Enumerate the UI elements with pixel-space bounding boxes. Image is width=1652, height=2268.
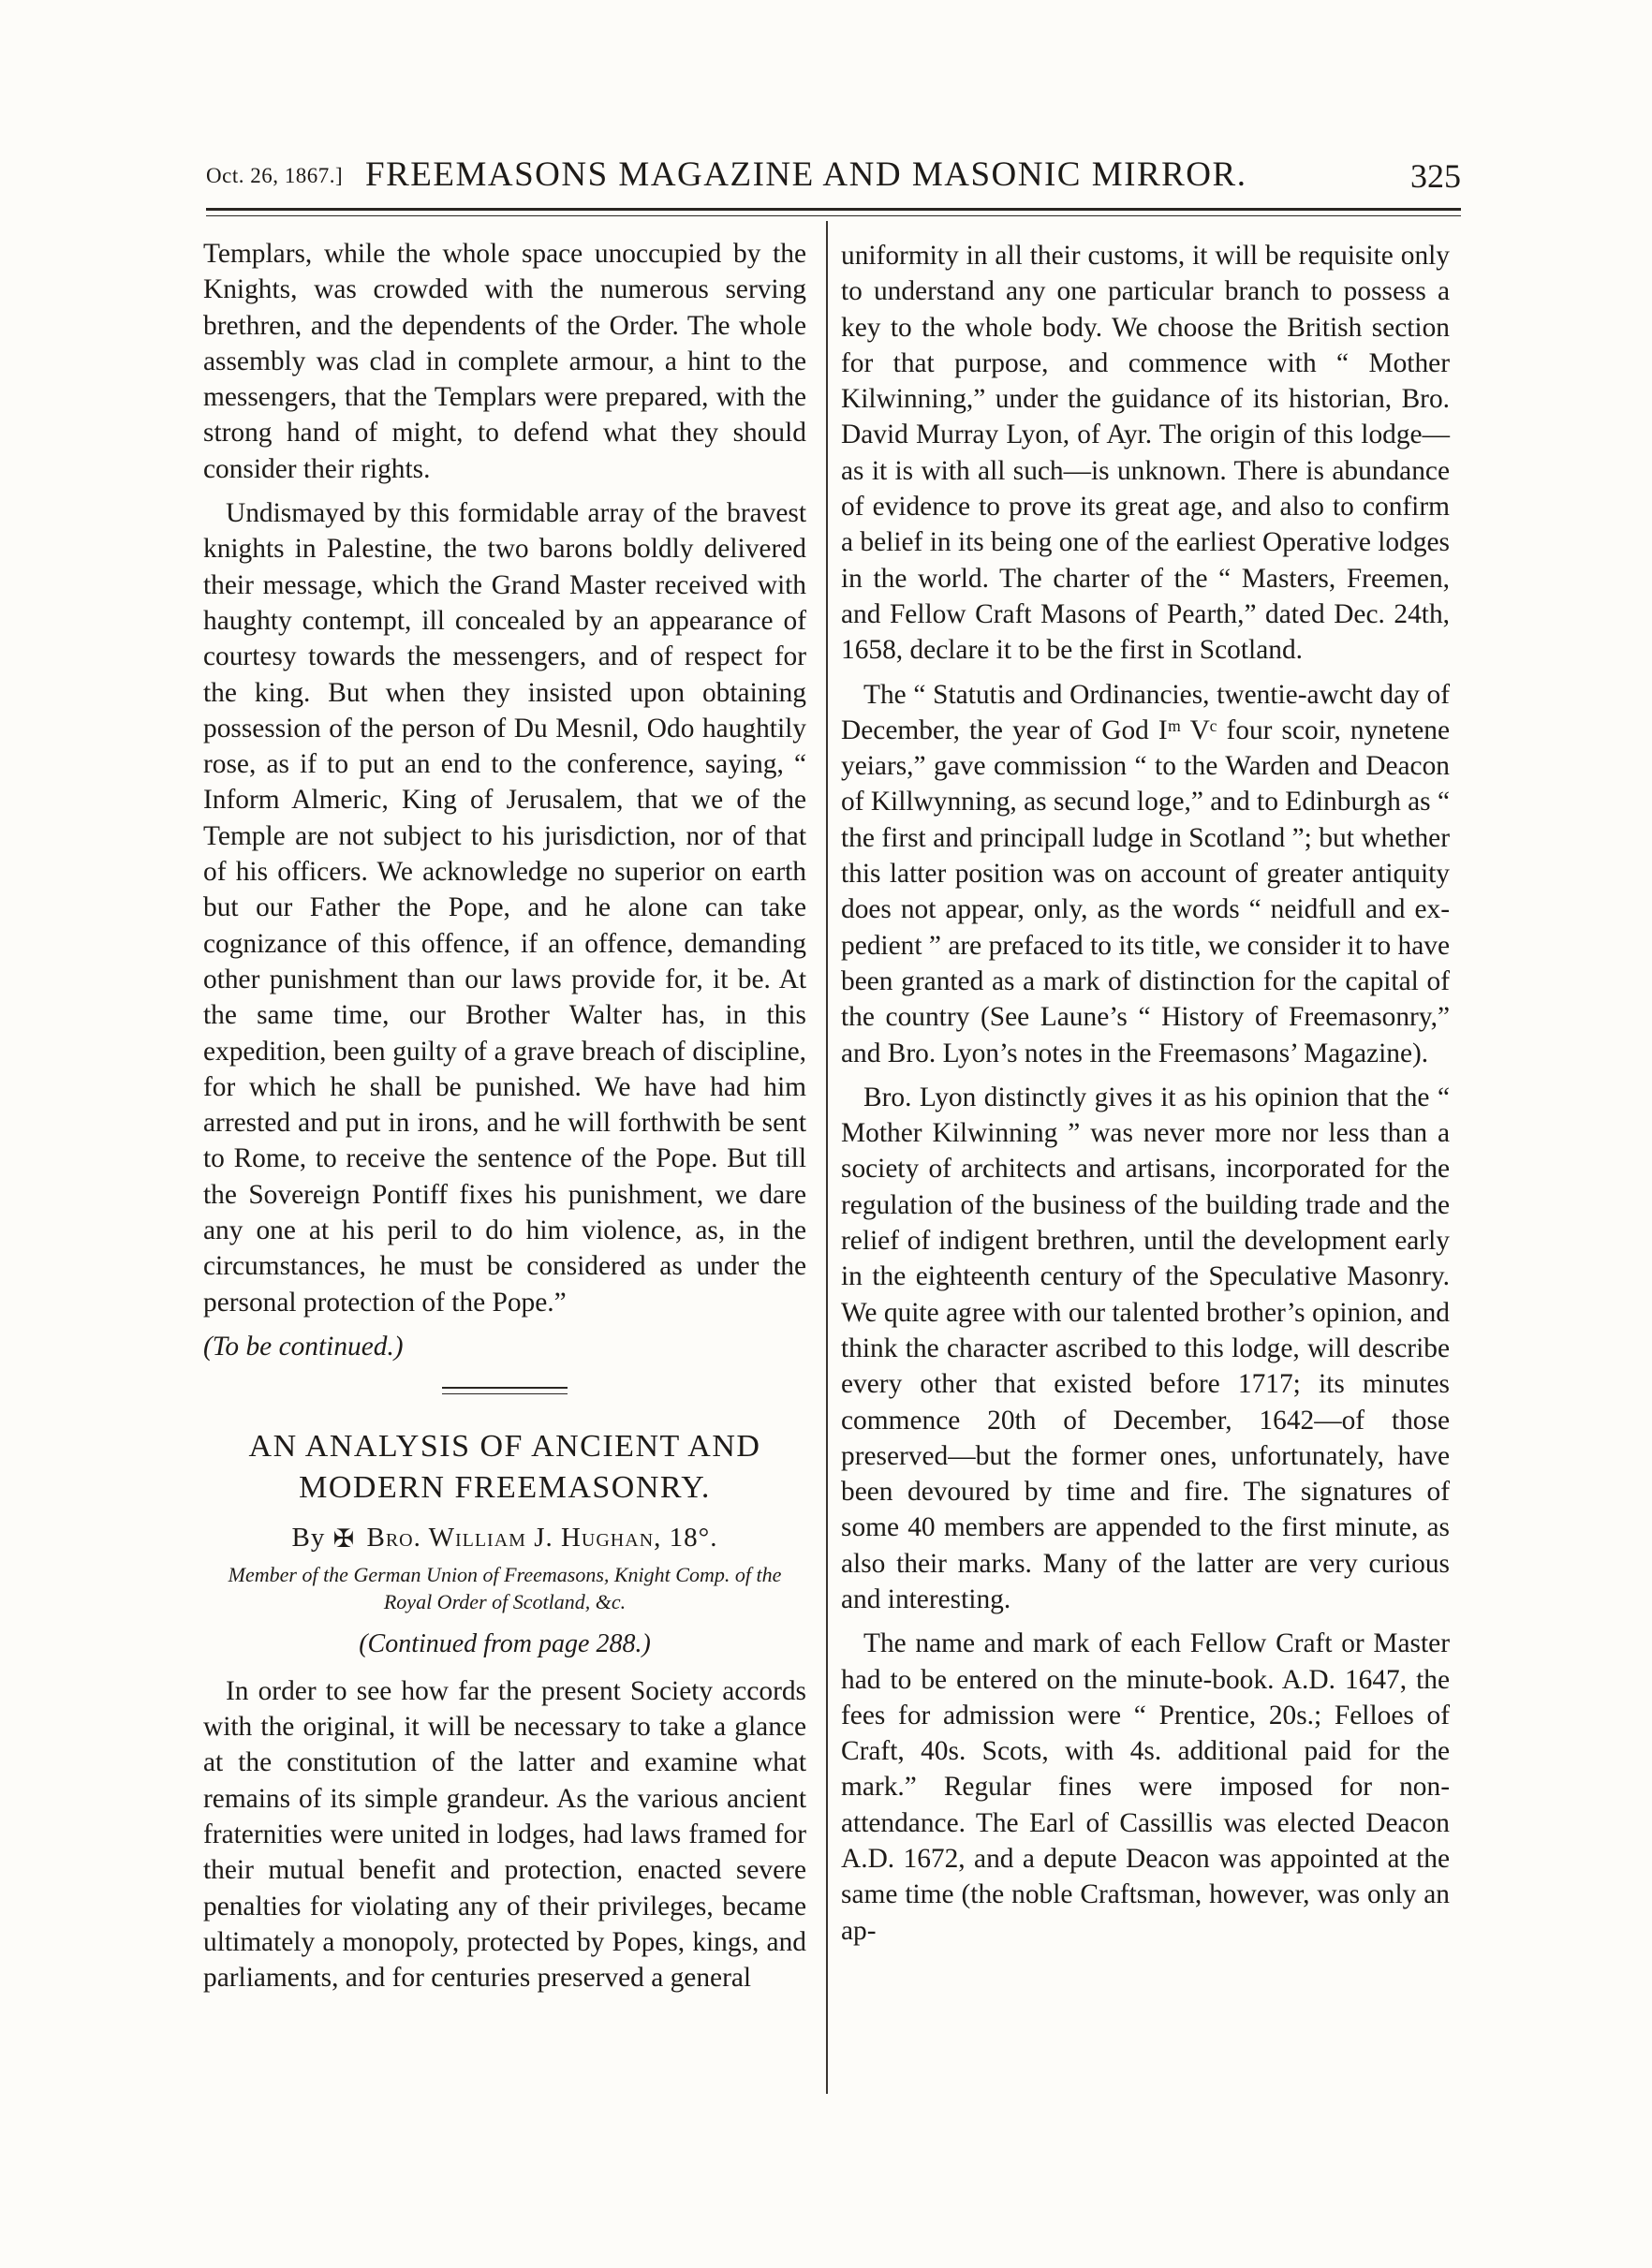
- magazine-title: FREEMASONS MAGAZINE AND MASONIC MIRROR.: [365, 155, 1247, 194]
- page-header: [206, 155, 1461, 195]
- paragraph: Templars, while the whole space unoccupied by the Knights, was crowded with the numerous serving brethren, and the dependents of the Order. The whole assembly was clad in complete armour, a hint to the messengers, that the Templars were prepared, with the strong hand of might, to defend what they should consider their rights.: [203, 239, 806, 484]
- left-column: [203, 236, 806, 2004]
- header-rule-thick: [206, 208, 1461, 211]
- continued-from: (Continued from page 288.): [359, 1628, 651, 1658]
- paragraph: The “ Statutis and Ordinancies, twentie-awcht day of December, the year of God Iᵐ Vᶜ four scoir, nynetene yeiars,” gave commission “ to the Warden and Deacon of Killwynning, as secund loge,” and to Edinburgh as “ the first and principall ludge in Scotland ”; but whether this latter position was on account of greater antiquity does not appear, only, as the words “ neidfull and expedient ” are prefaced to its title, we consider it to have been granted as a mark of distinction for the capital of the country (See Laune’s “ History of Freemasonry,” and Bro. Lyon’s notes in the Freemasons’ Magazine).: [841, 679, 1451, 1068]
- byline: [203, 1520, 806, 1556]
- paragraph: Bro. Lyon distinctly gives it as his opinion that the “ Mother Kilwinning ” was never more nor less than a society of architects and artisans, incorporated for the regulation of the business of the building trade and the relief of indigent brethren, until the development early in the eighteenth century of the Speculative Masonry. We quite agree with our talented brother’s opinion, and think the character ascribed to this lodge, will describe every other that existed before 1717; its minutes commence 20th of December, 1642—of those preserved—but the former ones, unfortunately, have been devoured by time and fire. The signatures of some 40 members are appended to the first minute, as also their marks. Many of the latter are very curious and interesting.: [841, 1082, 1450, 1614]
- author-name: Bro. William J. Hughan, 18°.: [366, 1523, 718, 1554]
- header-rule-thin: [206, 215, 1461, 216]
- paragraph: In order to see how far the present Society accords with the original, it will be necessary to take a glance at the constitution of the latter and examine what remains of its simple grandeur. As the various ancient fraternities were united in lodges, had laws framed for their mutual benefit and protection, enacted severe penalties for violating any of their privileges, became ultimately a monopoly, protected by Popes, kings, and parliaments, and for centuries preserved a general: [203, 1675, 806, 1994]
- cross-icon: ✠: [332, 1524, 356, 1554]
- right-column: [841, 238, 1450, 1957]
- section-divider-ornament: [442, 1387, 568, 1394]
- byline-prefix: By: [291, 1523, 326, 1554]
- paragraph: Undismayed by this formidable array of the bravest knights in Palestine, the two barons boldly delivered their message, which the Grand Master received with haughty contempt, ill concealed by an appearance of courtesy towards the messengers, and of respect for the king. But when they insisted upon obtaining possession of the person of Du Mesnil, Odo haughtily rose, as if to put an end to the conference, saying, “ Inform Almeric, King of Jerusalem, that we of the Temple are not subject to his jurisdiction, nor of that of his officers. We acknowledge no superior on earth but our Father the Pope, and he alone can take cognizance of this offence, if an offence, demanding other punishment than our laws provide for, it be. At the same time, our Brother Walter has, in this expedition, been guilty of a grave breach of discipline, for which he shall be punished. We have had him arrested and put in irons, and he will forthwith be sent to Rome, to receive the sentence of the Pope. But till the Sovereign Pontiff fixes his punishment, we dare any one at his peril to do him violence, as, in the circumstances, he must be considered as under the personal protection of the Pope.”: [203, 498, 806, 1318]
- paragraph: uniformity in all their customs, it will be requisite only to understand any one particular branch to possess a key to the whole body. We choose the British section for that purpose, and commence with “ Mother Kilwinning,” under the guidance of its historian, Bro. David Murray Lyon, of Ayr. The origin of this lodge—as it is with all such—is unknown. There is abundance of evidence to prove its great age, and also to confirm a belief in its being one of the earliest Operative lodges in the world. The charter of the “ Masters, Freemen, and Fellow Craft Masons of Pearth,” dated Dec. 24th, 1658, declare it to be the first in Scotland.: [841, 241, 1450, 666]
- issue-date: Oct. 26, 1867.]: [206, 164, 344, 187]
- page-number: 325: [1410, 157, 1461, 195]
- to-be-continued: (To be continued.): [203, 1331, 404, 1362]
- paragraph: The name and mark of each Fellow Craft or Master had to be entered on the minute-book. A.D. 1647, the fees for admission were “ Prentice, 20s.; Felloes of Craft, 40s. Scots, with 4s. additional paid for the mark.” Regular fines were imposed for non-attendance. The Earl of Cassillis was elected Deacon A.D. 1672, and a depute Deacon was appointed at the same time (the noble Craftsman, however, was only an ap-: [841, 1628, 1450, 1946]
- article-title: AN ANALYSIS OF ANCIENT AND MODERN FREEMASONRY.: [248, 1429, 761, 1506]
- author-affiliation: Member of the German Union of Freemasons, Knight Comp. of the Royal Order of Scotland, &c.: [228, 1562, 782, 1613]
- column-divider: [826, 221, 828, 2094]
